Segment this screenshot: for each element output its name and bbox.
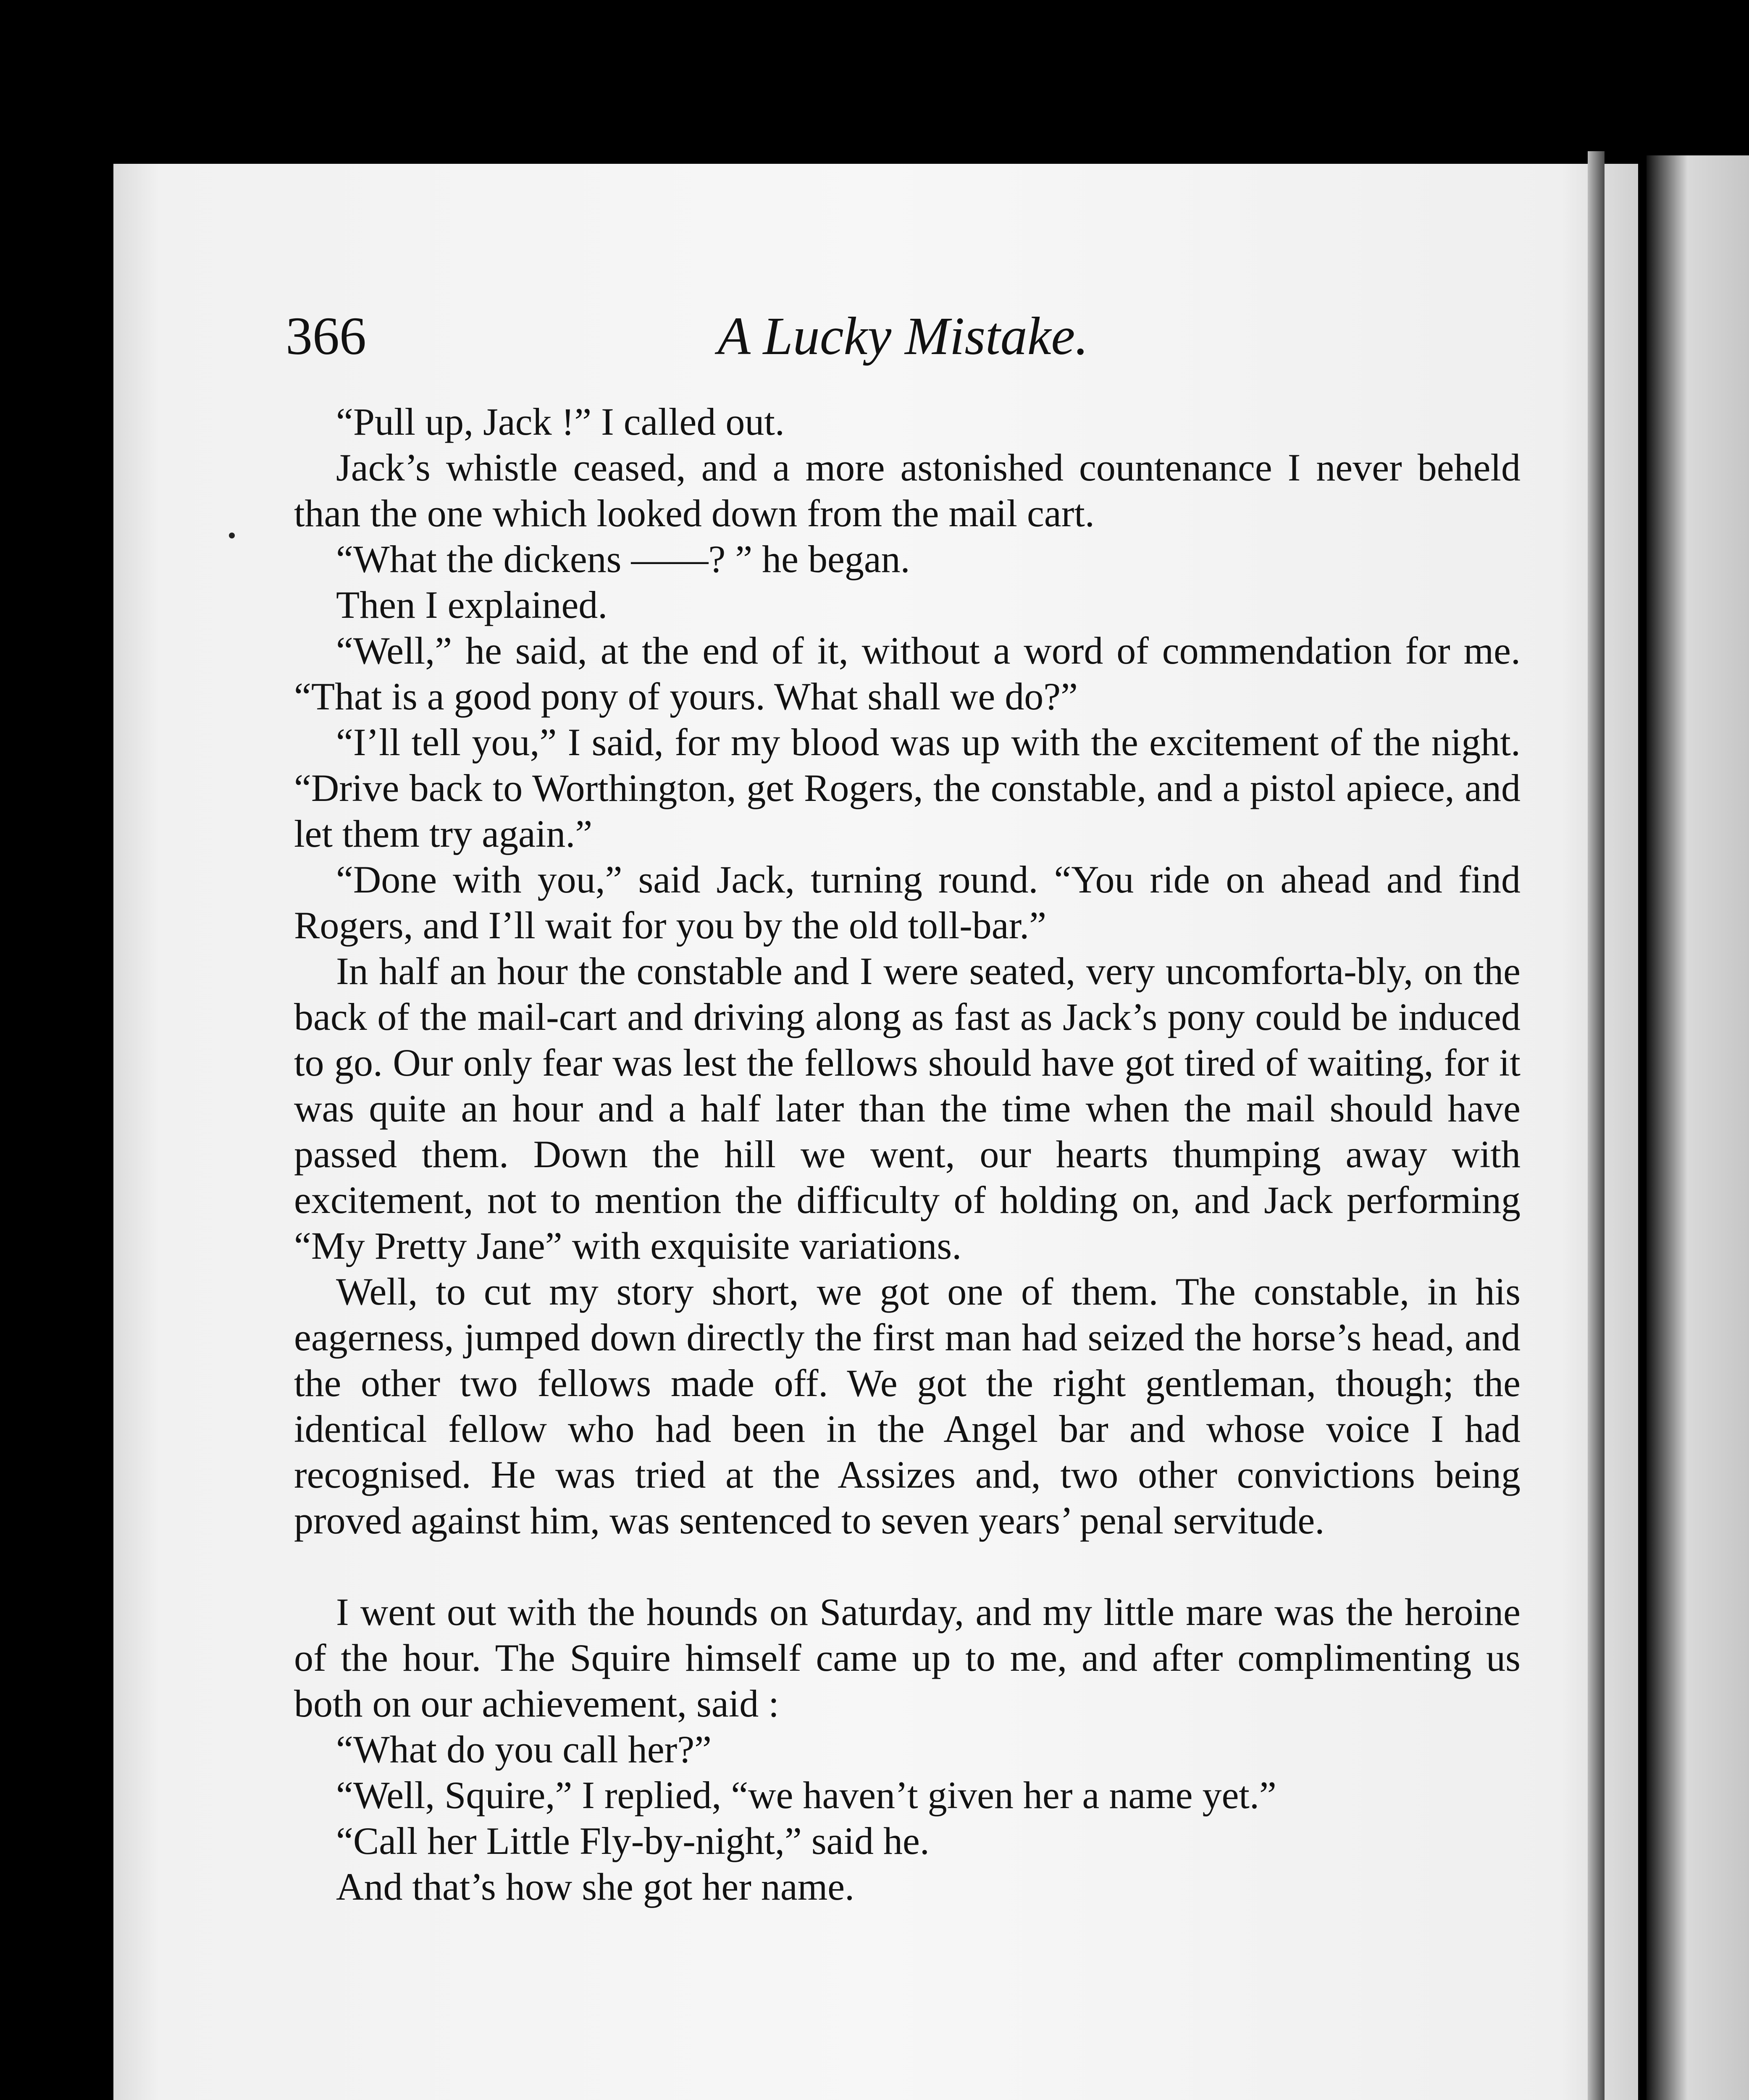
paragraph-11: “What do you call her?” xyxy=(336,1728,712,1771)
paragraph-7: “Done with you,” said Jack, turning round. “You ride on ahead and find Rogers, and I’ll wait for you by the old toll-bar.” xyxy=(294,858,1521,947)
paragraph-5: “Well,” he said, at the end of it, without a word of commendation for me. “That is a good pony of yours. What shall we do?” xyxy=(294,629,1521,718)
paragraph-2: Jack’s whistle ceased, and a more astonished countenance I never beheld than the one which looked down from the mail cart. xyxy=(294,446,1521,535)
scan-speck xyxy=(229,533,235,538)
paragraph-14: And that’s how she got her name. xyxy=(336,1865,855,1908)
paragraph-6: “I’ll tell you,” I said, for my blood was up with the excitement of the night. “Drive back to Worthington, get Rogers, the constable, and a pistol apiece, and let them try again.” xyxy=(294,721,1521,855)
running-head xyxy=(286,302,1521,370)
story-text xyxy=(294,399,1521,1910)
paragraph-13: “Call her Little Fly-by-night,” said he. xyxy=(336,1819,930,1862)
paragraph-12: “Well, Squire,” I replied, “we haven’t given her a name yet.” xyxy=(336,1774,1276,1816)
paragraph-1: “Pull up, Jack !” I called out. xyxy=(336,400,785,443)
section-break xyxy=(294,1544,1521,1589)
paragraph-10: I went out with the hounds on Saturday, and my little mare was the heroine of the hour. The Squire himself came up to me, and after complimenting us both on our achievement, said : xyxy=(294,1591,1521,1725)
paragraph-4: Then I explained. xyxy=(336,583,608,626)
paragraph-3: “What the dickens ——? ” he began. xyxy=(336,538,910,580)
page-number: 366 xyxy=(286,306,366,366)
page-gutter-shadow xyxy=(1588,151,1605,2100)
running-title: A Lucky Mistake. xyxy=(717,306,1089,366)
paragraph-9: Well, to cut my story short, we got one of them. The constable, in his eagerness, jumped down directly the first man had seized the horse’s head, and the other two fellows made off. We got the right gentleman, though; the identical fellow who had been in the Angel bar and whose voice I had recognised. He was tried at the Assizes and, two other convictions being proved against him, was sentenced to seven years’ penal servitude. xyxy=(294,1270,1521,1542)
paragraph-8: In half an hour the constable and I were seated, very uncomforta-bly, on the back of the mail-cart and driving along as fast as Jack’s pony could be induced to go. Our only fear was lest the fellows should have got tired of waiting, for it was quite an hour and a half later than the time when the mail should have passed them. Down the hill we went, our hearts thumping away with excitement, not to mention the difficulty of holding on, and Jack performing “My Pretty Jane” with exquisite variations. xyxy=(294,950,1521,1267)
next-page-edge xyxy=(1647,155,1749,2100)
